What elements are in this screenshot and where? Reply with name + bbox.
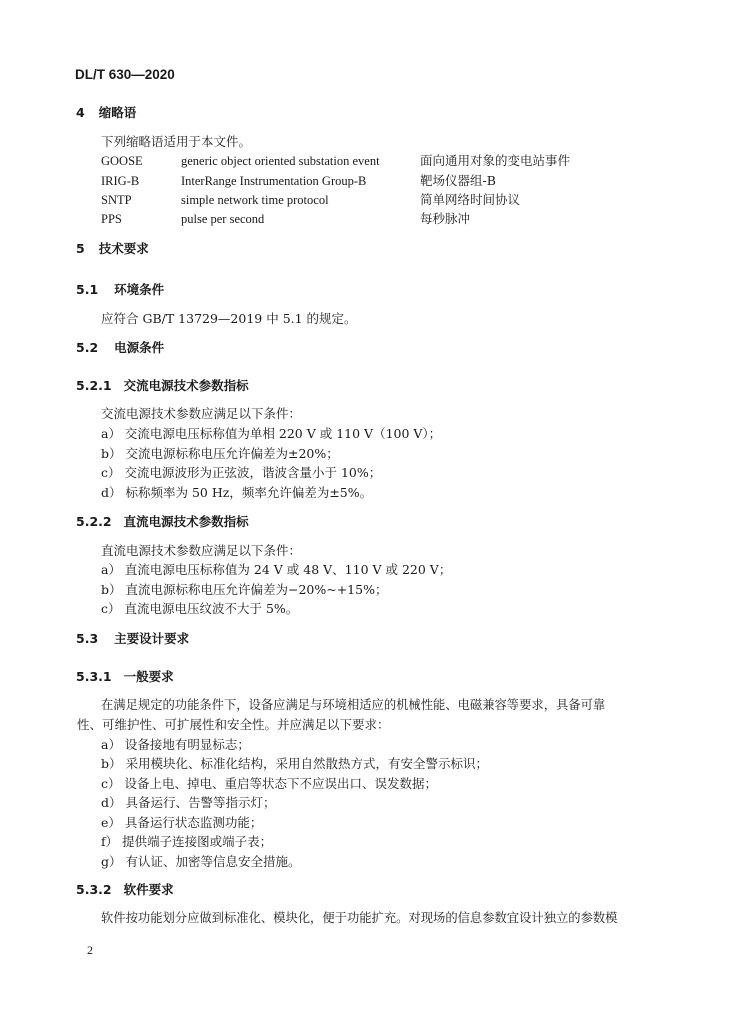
document-id-header: DL/T 630—2020 bbox=[75, 67, 175, 82]
list-item: b） 交流电源标称电压允许偏差为±20%； bbox=[101, 446, 339, 461]
section-title: 电源条件 bbox=[114, 340, 165, 355]
section-number: 5 bbox=[76, 241, 85, 256]
section-number: 5.3 bbox=[76, 631, 99, 646]
section-5-1-text: 应符合 GB/T 13729—2019 中 5.1 的规定。 bbox=[101, 311, 357, 326]
section-title: 技术要求 bbox=[98, 241, 149, 256]
list-item: f） 提供端子连接图或端子表； bbox=[101, 834, 273, 849]
section-5-3-1-para-line2: 性、可维护性、可扩展性和安全性。并应满足以下要求： bbox=[77, 717, 390, 732]
list-item: c） 直流电源电压纹波不大于 5%。 bbox=[101, 601, 299, 616]
abbr-term: PPS bbox=[101, 212, 122, 226]
section-number: 5.2 bbox=[76, 340, 99, 355]
section-5-heading bbox=[76, 243, 149, 256]
abbr-chinese: 面向通用对象的变电站事件 bbox=[420, 153, 571, 168]
section-4-intro: 下列缩略语适用于本文件。 bbox=[101, 134, 252, 149]
section-5-2-1-heading bbox=[76, 380, 249, 393]
section-5-2-heading bbox=[76, 342, 164, 355]
list-item: c） 交流电源波形为正弦波，谐波含量小于 10%； bbox=[101, 465, 382, 480]
list-item: b） 直流电源标称电压允许偏差为−20%~+15%； bbox=[101, 582, 388, 597]
list-item: a） 直流电源电压标称值为 24 V 或 48 V、110 V 或 220 V； bbox=[101, 562, 452, 577]
section-5-3-1-para-line1: 在满足规定的功能条件下，设备应满足与环境相适应的机械性能、电磁兼容等要求，具备可靠 bbox=[101, 698, 606, 712]
section-title: 软件要求 bbox=[123, 882, 174, 897]
abbr-term: SNTP bbox=[101, 193, 132, 207]
list-item: d） 标称频率为 50 Hz，频率允许偏差为±5%。 bbox=[101, 485, 373, 500]
section-number: 5.3.1 bbox=[76, 669, 112, 684]
section-title: 缩略语 bbox=[98, 105, 137, 120]
section-5-3-2-para-line1: 软件按功能划分应做到标准化、模块化，便于功能扩充。对现场的信息参数宜设计独立的参数模 bbox=[101, 911, 618, 925]
section-5-1-heading bbox=[76, 284, 164, 297]
abbr-chinese: 靶场仪器组-B bbox=[420, 173, 496, 188]
section-title: 交流电源技术参数指标 bbox=[123, 378, 249, 393]
list-item: b） 采用模块化、标准化结构，采用自然散热方式，有安全警示标识； bbox=[101, 756, 488, 771]
abbr-chinese: 简单网络时间协议 bbox=[420, 192, 521, 207]
section-number: 4 bbox=[76, 105, 85, 120]
abbr-term: IRIG-B bbox=[101, 174, 140, 188]
list-item: d） 具备运行、告警等指示灯； bbox=[101, 795, 276, 810]
section-5-2-1-intro: 交流电源技术参数应满足以下条件： bbox=[101, 406, 302, 421]
abbr-english: InterRange Instrumentation Group-B bbox=[181, 174, 367, 188]
section-title: 一般要求 bbox=[123, 669, 174, 684]
section-number: 5.1 bbox=[76, 282, 99, 297]
abbr-chinese: 每秒脉冲 bbox=[420, 211, 471, 226]
list-item: a） 交流电源电压标称值为单相 220 V 或 110 V（100 V）； bbox=[101, 426, 442, 441]
abbr-english: simple network time protocol bbox=[181, 193, 329, 207]
section-5-3-heading bbox=[76, 633, 189, 646]
section-5-3-2-heading bbox=[76, 884, 174, 897]
section-title: 环境条件 bbox=[114, 282, 165, 297]
section-5-2-2-intro: 直流电源技术参数应满足以下条件： bbox=[101, 543, 302, 558]
abbr-english: pulse per second bbox=[181, 212, 265, 226]
section-title: 主要设计要求 bbox=[114, 631, 190, 646]
list-item: c） 设备上电、掉电、重启等状态下不应误出口、误发数据； bbox=[101, 776, 437, 791]
abbr-term: GOOSE bbox=[101, 154, 143, 168]
list-item: a） 设备接地有明显标志； bbox=[101, 737, 250, 752]
section-number: 5.2.1 bbox=[76, 378, 112, 393]
section-5-2-2-heading bbox=[76, 516, 249, 529]
section-title: 直流电源技术参数指标 bbox=[123, 514, 249, 529]
list-item: g） 有认证、加密等信息安全措施。 bbox=[101, 854, 301, 869]
section-5-3-1-heading bbox=[76, 671, 174, 684]
section-number: 5.3.2 bbox=[76, 882, 112, 897]
page-number: 2 bbox=[87, 943, 93, 957]
section-number: 5.2.2 bbox=[76, 514, 112, 529]
section-4-heading bbox=[76, 107, 136, 120]
list-item: e） 具备运行状态监测功能； bbox=[101, 815, 263, 830]
abbr-english: generic object oriented substation event bbox=[181, 154, 380, 168]
